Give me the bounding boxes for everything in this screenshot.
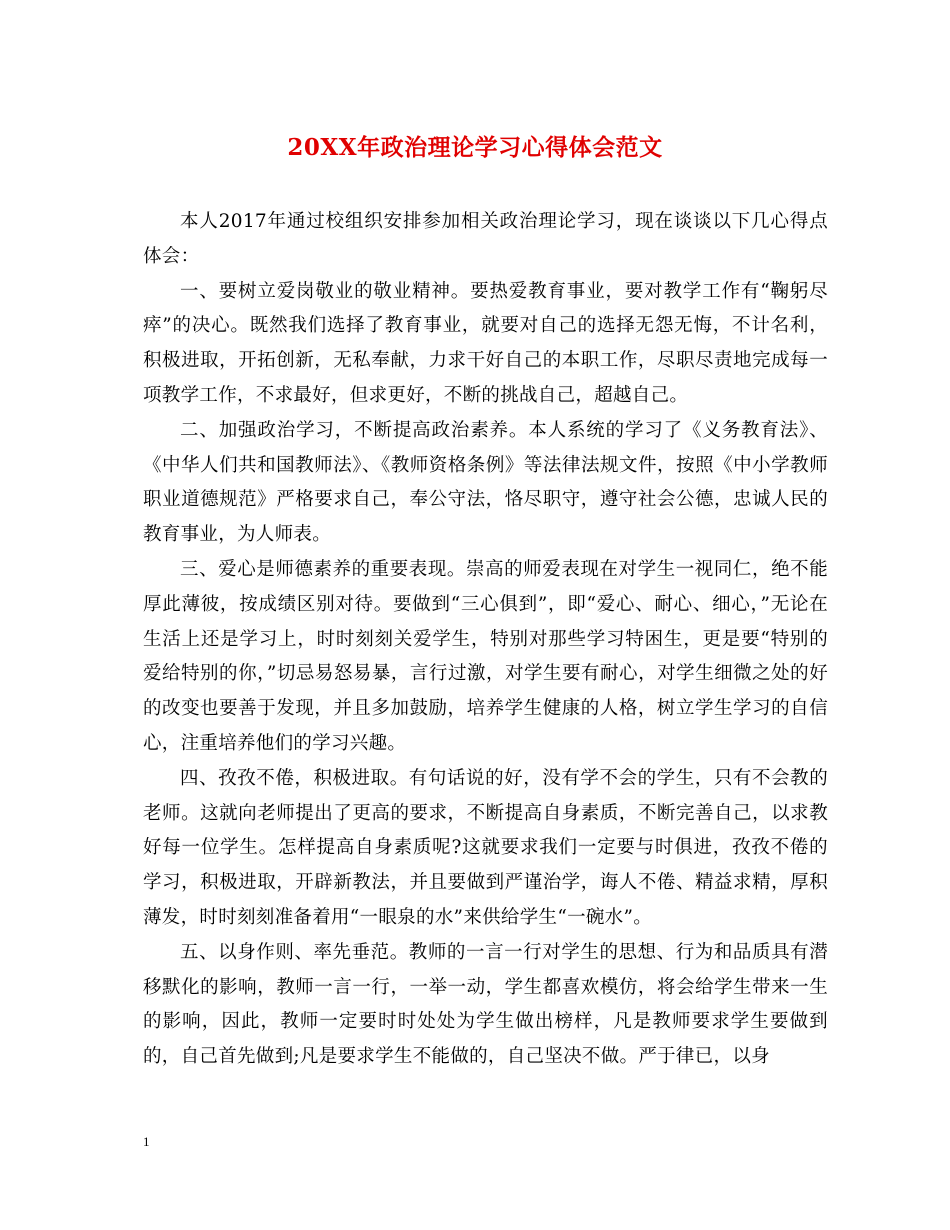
paragraph-intro: 本人2017年通过校组织安排参加相关政治理论学习，现在谈谈以下几心得点体会： — [143, 211, 828, 267]
document-title: 20XX年政治理论学习心得体会范文 — [287, 134, 663, 161]
document-body — [143, 205, 828, 1075]
paragraph-point-1: 一、要树立爱岗敬业的敬业精神。要热爱教育事业，要对教学工作有“鞠躬尽瘁”的决心。既然我们选择了教育事业，就要对自己的选择无怨无悔，不计名利，积极进取，开拓创新，无私奉献，力求干好自己的本职工作，尽职尽责地完成每一项教学工作，不求最好，但求更好，不断的挑战自己，超越自己。 — [143, 280, 828, 406]
paragraph-point-4: 四、孜孜不倦，积极进取。有句话说的好，没有学不会的学生，只有不会教的老师。这就向老师提出了更高的要求，不断提高自身素质，不断完善自己，以求教好每一位学生。怎样提高自身素质呢?这就要求我们一定要与时俱进，孜孜不倦的学习，积极进取，开辟新教法，并且要做到严谨治学，诲人不倦、精益求精，厚积薄发，时时刻刻准备着用“一眼泉的水”来供给学生“一碗水”。 — [143, 767, 828, 928]
paragraph-point-5: 五、以身作则、率先垂范。教师的一言一行对学生的思想、行为和品质具有潜移默化的影响，教师一言一行，一举一动，学生都喜欢模仿，将会给学生带来一生的影响，因此，教师一定要时时处处为学生做出榜样，凡是教师要求学生要做到的，自己首先做到;凡是要求学生不能做的，自己坚决不做。严于律已，以身 — [143, 941, 828, 1068]
page-number: 1 — [143, 1134, 150, 1149]
paragraph-point-3: 三、爱心是师德素养的重要表现。崇高的师爱表现在对学生一视同仁，绝不能厚此薄彼，按成绩区别对待。要做到“三心俱到”，即“爱心、耐心、细心，”无论在生活上还是学习上，时时刻刻关爱学生，特别对那些学习特困生，更是要“特别的爱给特别的你，”切忌易怒易暴，言行过激，对学生要有耐心，对学生细微之处的好的改变也要善于发现，并且多加鼓励，培养学生健康的人格，树立学生学习的自信心，注重培养他们的学习兴趣。 — [143, 558, 828, 754]
paragraph-point-2: 二、加强政治学习，不断提高政治素养。本人系统的学习了《义务教育法》、《中华人们共和国教师法》、《教师资格条例》等法律法规文件，按照《中小学教师职业道德规范》严格要求自己，奉公守法，恪尽职守，遵守社会公德，忠诚人民的教育事业，为人师表。 — [143, 419, 828, 546]
